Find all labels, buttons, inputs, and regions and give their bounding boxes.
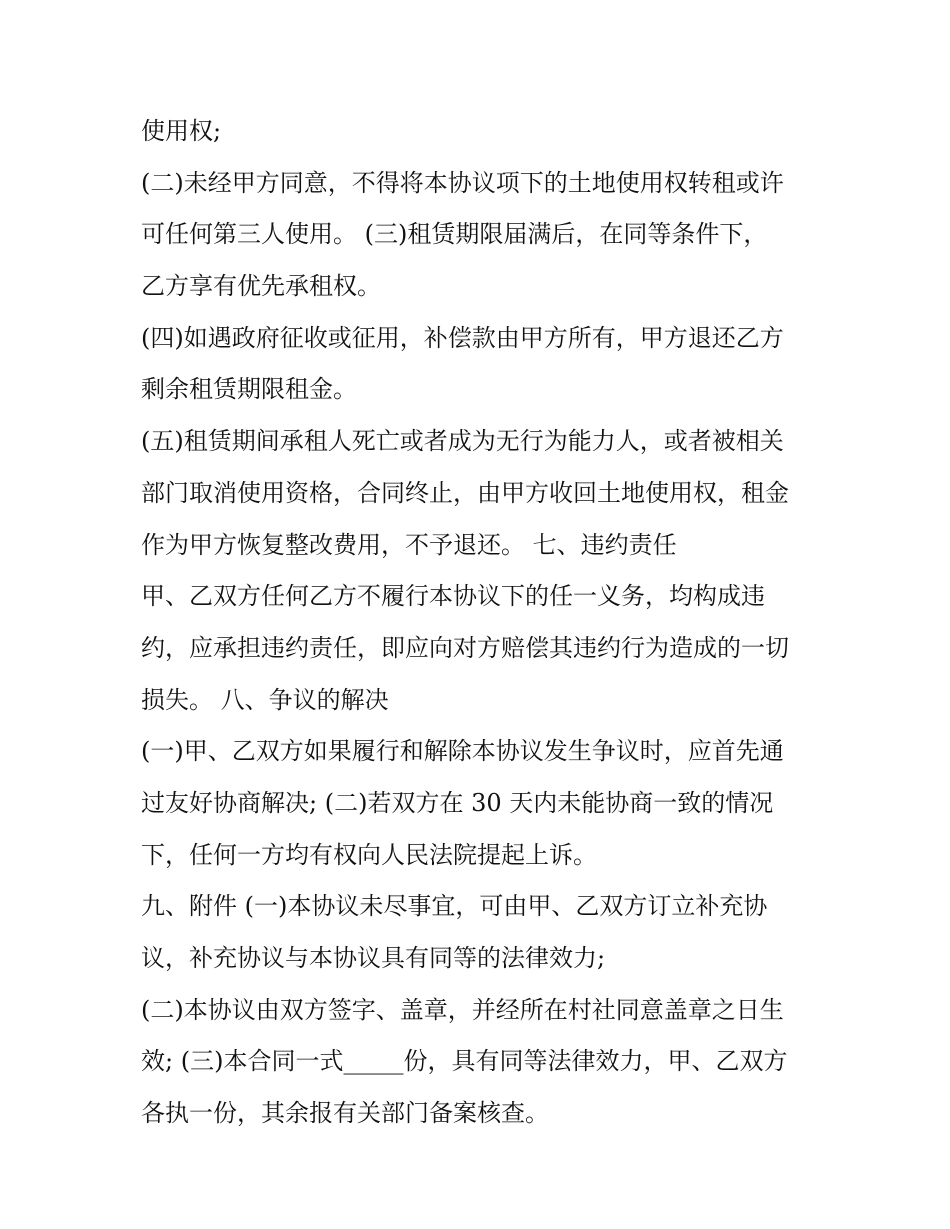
- text-line: 下，任何一方均有权向人民法院提起上诉。: [141, 840, 597, 869]
- text-line: (四)如遇政府征收或征用，补偿款由甲方所有，甲方退还乙方: [141, 323, 784, 352]
- text-line: 九、附件 (一)本协议未尽事宜，可由甲、乙双方订立补充协: [141, 892, 768, 921]
- text-line: 剩余租赁期限租金。: [141, 375, 357, 404]
- text-line: 损失。 八、争议的解决: [141, 685, 389, 714]
- text-line: 甲、乙双方任何乙方不履行本协议下的任一义务，均构成违: [141, 582, 765, 611]
- text-line: 效; (三)本合同一式_____份，具有同等法律效力，甲、乙双方: [141, 1047, 788, 1076]
- text-line: 乙方享有优先承租权。: [141, 272, 381, 301]
- text-line: 约，应承担违约责任，即应向对方赔偿其违约行为造成的一切: [141, 633, 789, 662]
- text-line: 议，补充协议与本协议具有同等的法律效力;: [141, 944, 606, 972]
- text-line: 作为甲方恢复整改费用，不予退还。 七、违约责任: [141, 530, 677, 559]
- text-line: 过友好协商解决; (二)若双方在 30 天内未能协商一致的情况: [141, 788, 774, 817]
- text-line: 使用权;: [141, 117, 222, 145]
- text-line: (五)租赁期间承租人死亡或者成为无行为能力人，或者被相关: [141, 427, 784, 456]
- text-line: 可任何第三人使用。 (三)租赁期限届满后，在同等条件下，: [141, 220, 768, 249]
- text-line: 部门取消使用资格，合同终止，由甲方收回土地使用权，租金: [141, 478, 789, 507]
- text-line: (二)未经甲方同意，不得将本协议项下的土地使用权转租或许: [141, 168, 784, 197]
- document-body: [141, 106, 831, 1140]
- text-line: (二)本协议由双方签字、盖章，并经所在村社同意盖章之日生: [141, 995, 784, 1024]
- text-line: 各执一份，其余报有关部门备案核查。: [141, 1099, 549, 1128]
- text-line: (一)甲、乙双方如果履行和解除本协议发生争议时，应首先通: [141, 737, 784, 766]
